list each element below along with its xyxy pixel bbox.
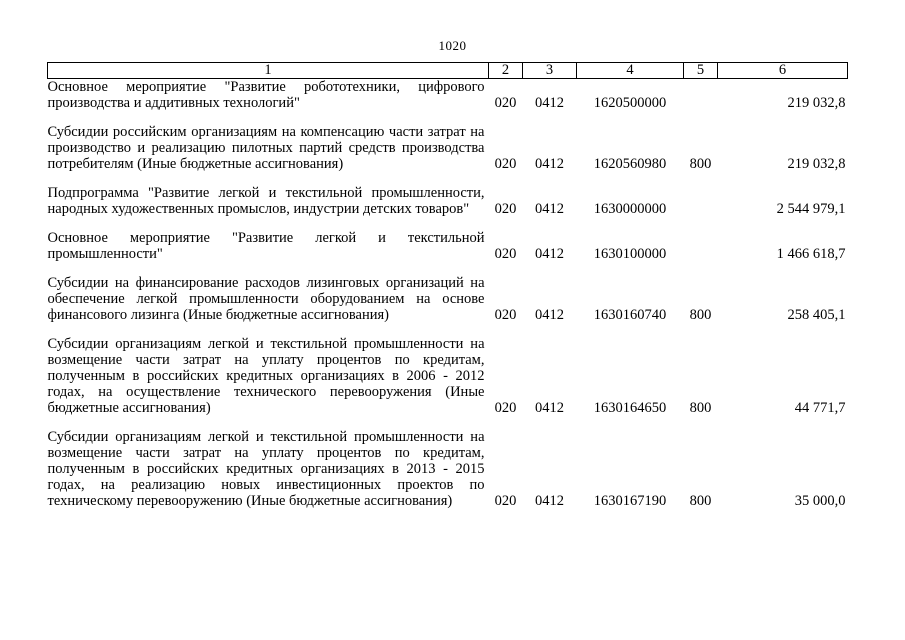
row-amount: 2 544 979,1: [776, 201, 846, 217]
row-section-code: 0412: [535, 400, 564, 416]
row-expense-type: [684, 230, 718, 262]
row-target-code: 1620560980: [593, 156, 667, 172]
row-section-code: 0412: [535, 246, 564, 262]
row-target-code: 1630100000: [593, 246, 667, 262]
row-ministry-code: 020: [494, 95, 517, 111]
row-expense-type: [684, 185, 718, 217]
row-amount: 35 000,0: [794, 493, 846, 509]
row-target-code: 1620500000: [593, 95, 667, 111]
row-ministry-code: 020: [494, 201, 517, 217]
row-description: Субсидии организациям легкой и текстильной промышленности на возмещение части затрат на уплату процентов по кредитам, полученным в российских кредитных организациях в 2013 - 2015 годах, на реализацию новых инвестиционных проектов по техническому перевооружению (Иные бюджетные ассигнования): [47, 429, 485, 509]
row-amount: 1 466 618,7: [776, 246, 846, 262]
table-row: [48, 185, 848, 217]
row-description: Субсидии на финансирование расходов лизинговых организаций на обеспечение легкой промышленности оборудованием на основе финансового лизинга (Иные бюджетные ассигнования): [47, 275, 485, 323]
table-row: [48, 429, 848, 509]
row-target-code: 1630160740: [593, 307, 667, 323]
row-expense-type: [684, 79, 718, 112]
budget-table: [47, 62, 848, 509]
row-ministry-code: 020: [494, 156, 517, 172]
column-header: 5: [684, 63, 718, 79]
row-description: Основное мероприятие "Развитие легкой и текстильной промышленности": [47, 230, 485, 262]
table-row: [48, 124, 848, 172]
column-header: 4: [577, 63, 684, 79]
row-expense-type: 800: [689, 493, 712, 509]
column-header: 2: [489, 63, 523, 79]
row-section-code: 0412: [535, 493, 564, 509]
table-row: [48, 275, 848, 323]
row-description: Основное мероприятие "Развитие робототехники, цифрового производства и аддитивных технологий": [47, 79, 485, 111]
row-section-code: 0412: [535, 95, 564, 111]
row-amount: 219 032,8: [787, 95, 846, 111]
table-header-row: [48, 63, 848, 79]
row-description: Субсидии организациям легкой и текстильной промышленности на возмещение части затрат на уплату процентов по кредитам, полученным в российских кредитных организациях в 2006 - 2012 годах, на осуществление технического перевооружения (Иные бюджетные ассигнования): [47, 336, 485, 416]
row-ministry-code: 020: [494, 246, 517, 262]
row-expense-type: 800: [689, 400, 712, 416]
row-expense-type: 800: [689, 307, 712, 323]
column-header: 6: [718, 63, 848, 79]
row-amount: 258 405,1: [787, 307, 846, 323]
row-section-code: 0412: [535, 201, 564, 217]
row-amount: 219 032,8: [787, 156, 846, 172]
row-target-code: 1630167190: [593, 493, 667, 509]
row-section-code: 0412: [535, 156, 564, 172]
column-header: 1: [48, 63, 489, 79]
column-header: 3: [523, 63, 577, 79]
row-target-code: 1630164650: [593, 400, 667, 416]
row-ministry-code: 020: [494, 400, 517, 416]
row-target-code: 1630000000: [593, 201, 667, 217]
row-description: Подпрограмма "Развитие легкой и текстильной промышленности, народных художественных промыслов, индустрии детских товаров": [47, 185, 485, 217]
page-number: 1020: [438, 38, 467, 53]
row-section-code: 0412: [535, 307, 564, 323]
table-row: [48, 79, 848, 112]
row-expense-type: 800: [689, 156, 712, 172]
row-ministry-code: 020: [494, 307, 517, 323]
table-row: [48, 230, 848, 262]
table-row: [48, 336, 848, 416]
row-ministry-code: 020: [494, 493, 517, 509]
row-amount: 44 771,7: [794, 400, 846, 416]
row-description: Субсидии российским организациям на компенсацию части затрат на производство и реализацию пилотных партий средств производства потребителям (Иные бюджетные ассигнования): [47, 124, 485, 172]
